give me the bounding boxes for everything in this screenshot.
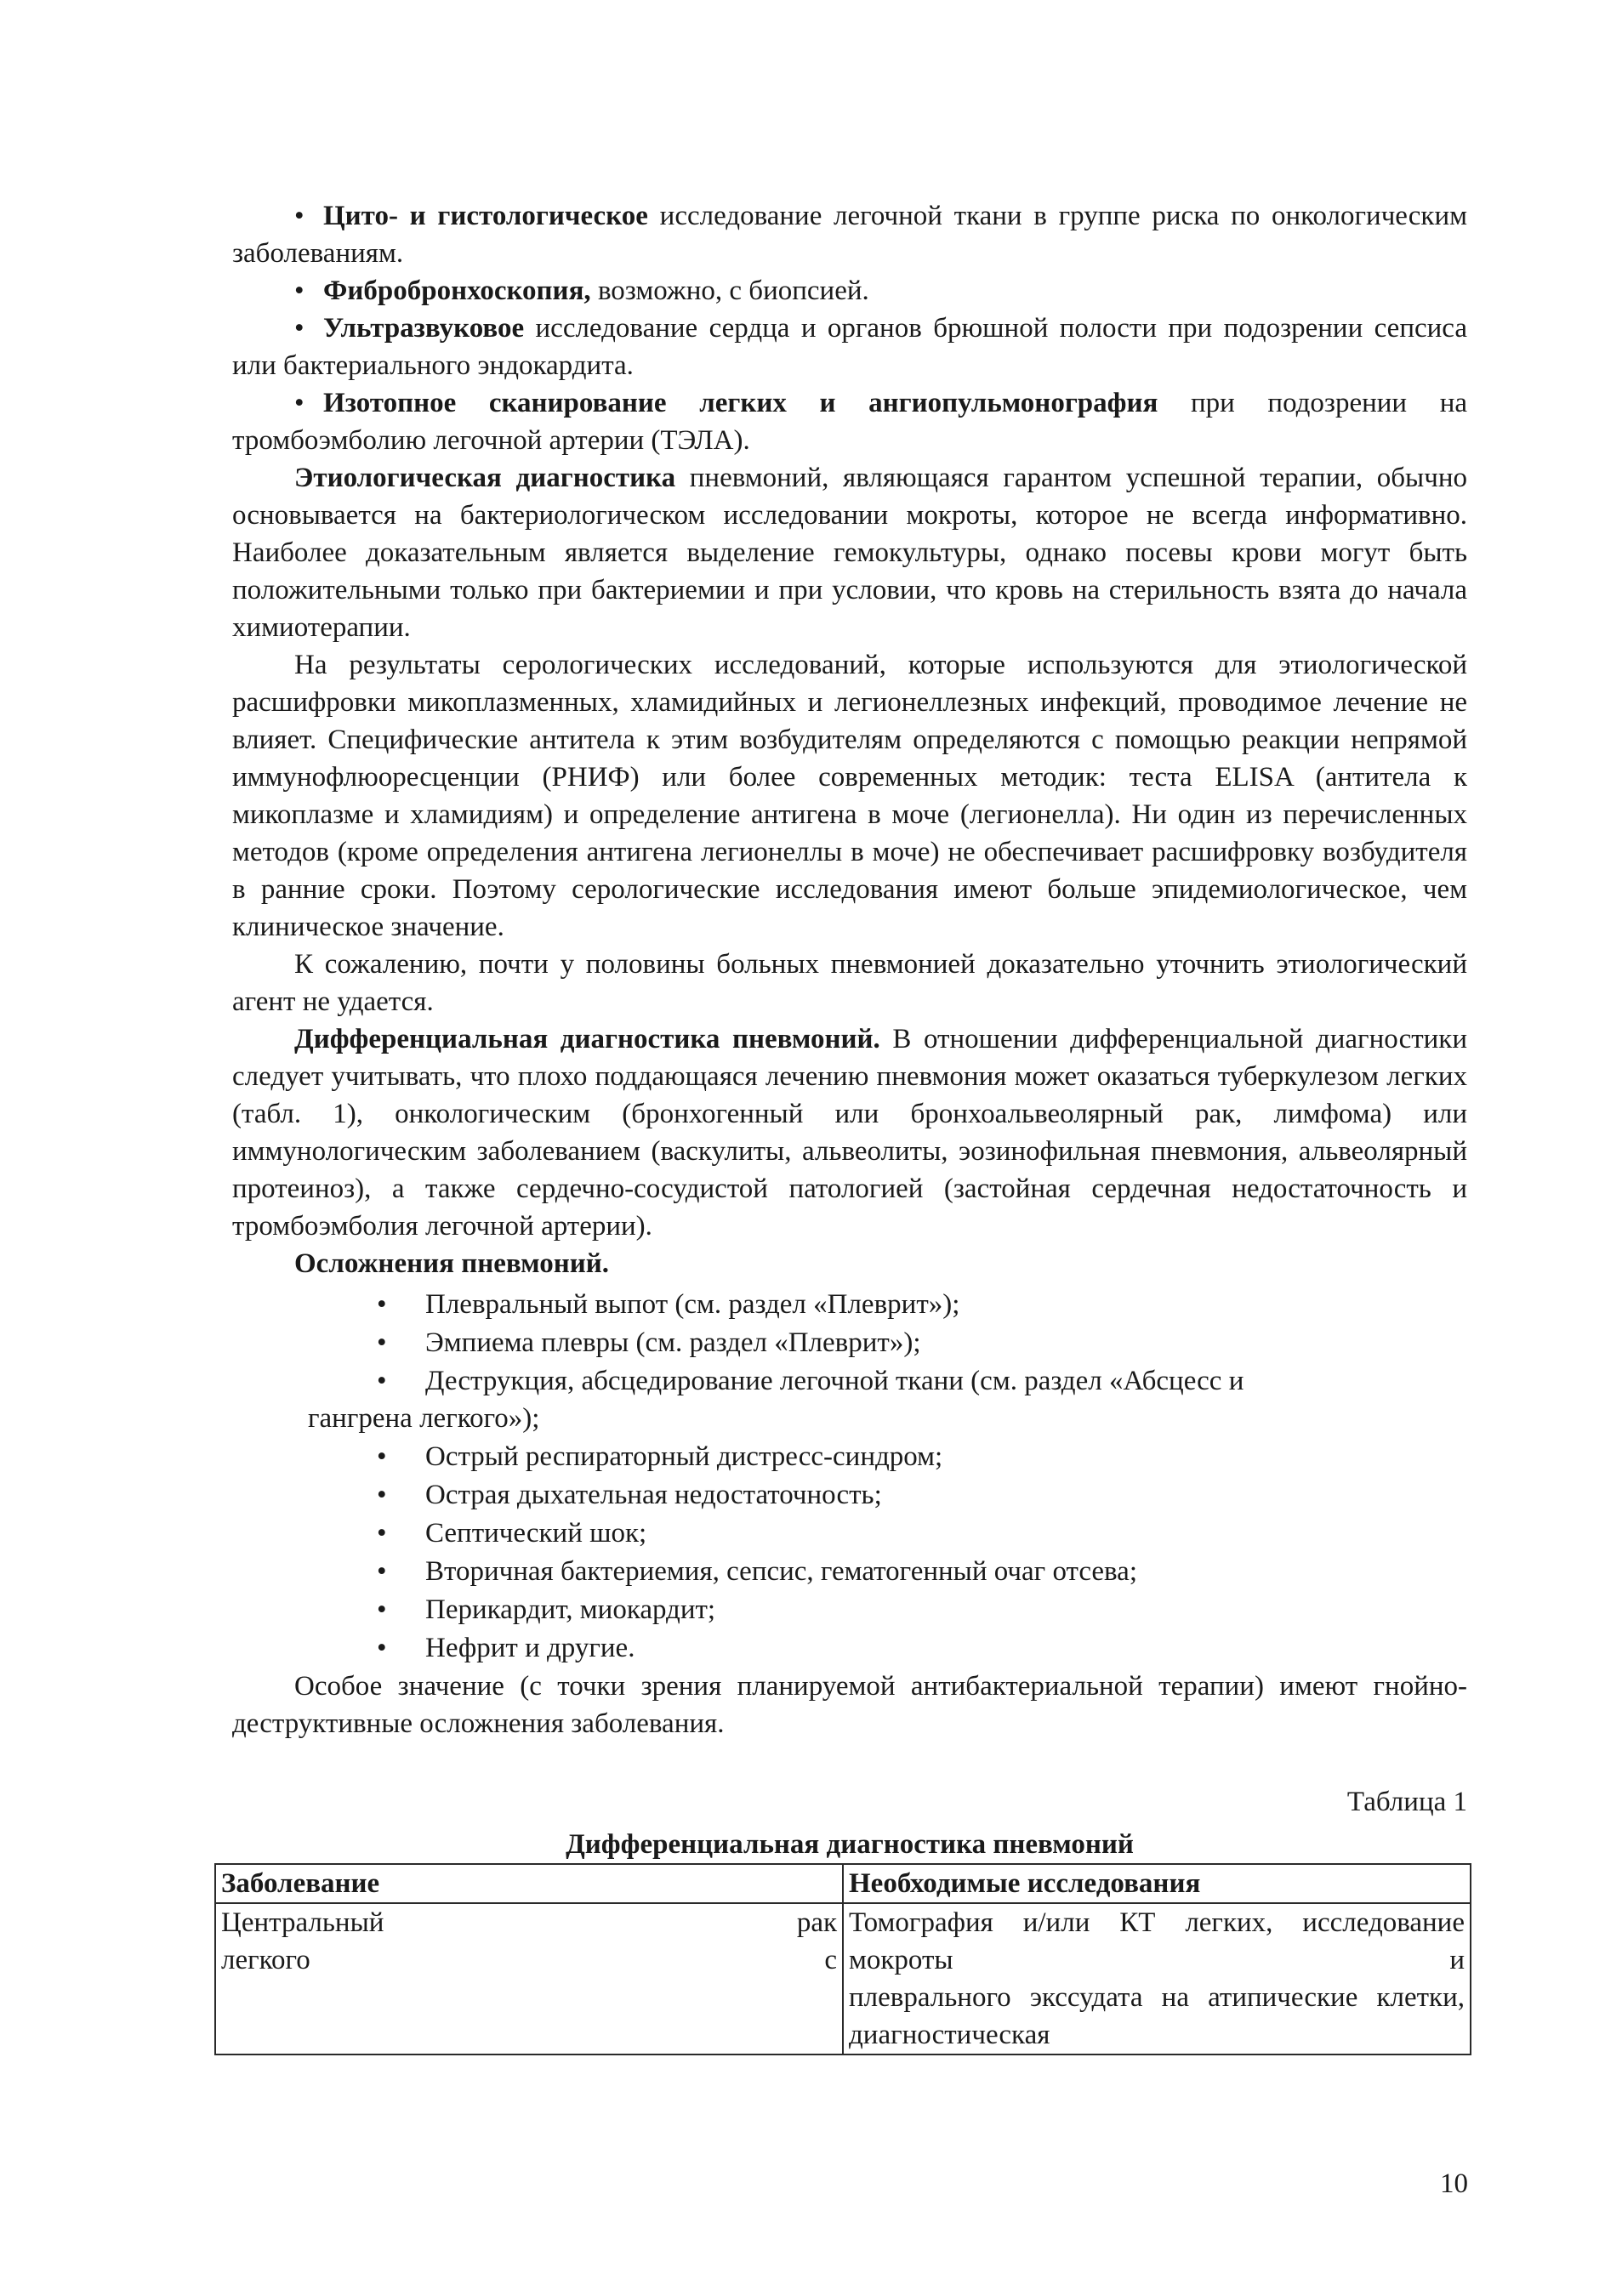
table-header-cell: Необходимые исследования	[843, 1864, 1471, 1903]
bullet-icon: •	[377, 1327, 387, 1358]
bullet-text: исследование сердца и органов брюшной полости при подозрении сепсиса или бактериального эндокардита.	[232, 313, 1467, 381]
bullet-text: при подозрении на тромбоэмболию легочной артерии (ТЭЛА).	[232, 388, 1467, 456]
table-header-cell: Заболевание	[215, 1864, 843, 1903]
list-item: • Септический шок;	[232, 1515, 1467, 1552]
bullet-item	[232, 197, 1467, 272]
list-item: • Острый респираторный дистресс-синдром;	[232, 1438, 1467, 1475]
bullet-icon: •	[294, 388, 304, 418]
page-number: 10	[1440, 2168, 1468, 2199]
list-item: • Вторичная бактериемия, сепсис, гематогенный очаг отсева;	[232, 1553, 1467, 1590]
table-cell: Томография и/или КТ легких, исследование мокроты и плеврального экссудата на атипические клетки, диагностическая	[843, 1903, 1471, 2054]
bullet-icon: •	[377, 1289, 387, 1320]
table-cell: Центральный рак легкого с	[215, 1903, 843, 2054]
complications-heading: Осложнения пневмоний.	[294, 1248, 609, 1279]
bullet-icon: •	[377, 1366, 387, 1396]
list-item: • Острая дыхательная недостаточность;	[232, 1476, 1467, 1514]
list-item: • Эмпиема плевры (см. раздел «Плеврит»);	[232, 1324, 1467, 1361]
etiology-heading: Этиологическая диагностика	[294, 463, 676, 493]
bullet-text: исследование легочной ткани в группе риска по онкологическим заболеваниям.	[232, 201, 1468, 269]
bullet-item	[232, 272, 1467, 310]
bullet-icon: •	[377, 1633, 387, 1663]
bullet-icon: •	[377, 1594, 387, 1625]
table-title: Дифференциальная диагностика пневмоний	[566, 1829, 1134, 1860]
bullet-text: возможно, с биопсией.	[590, 276, 869, 306]
page-content	[221, 197, 1468, 2055]
bullet-icon: •	[294, 313, 304, 344]
complications-list	[232, 1286, 1467, 1667]
table-row	[215, 1903, 1471, 2054]
bullet-icon: •	[377, 1518, 387, 1549]
list-item: • Деструкция, абсцедирование легочной ткани (см. раздел «Абсцесс и гангрена легкого»);	[232, 1362, 1467, 1437]
bullet-icon: •	[377, 1441, 387, 1472]
special-paragraph: Особое значение (с точки зрения планируемой антибактериальной терапии) имеют гнойно-деструктивные осложнения заболевания.	[232, 1671, 1467, 1739]
bullet-bold: Цито- и гистологическое	[323, 201, 648, 231]
bullet-item	[232, 310, 1467, 384]
list-item: • Нефрит и другие.	[232, 1629, 1467, 1667]
bullet-bold: Фибробронхоскопия,	[323, 276, 591, 306]
etiology-paragraph	[232, 459, 1467, 646]
diagnosis-table	[214, 1863, 1471, 2055]
differential-text: В отношении дифференциальной диагностики следует учитывать, что плохо поддающаяся лечению пневмония может оказаться туберкулезом легких (табл. 1), онкологическим (бронхогенный или бронхоальвеолярный рак, лимфома) или иммунологическим заболеванием (васкулиты, альвеолиты, эозинофильная пневмония, альвеолярный протеиноз), а также сердечно-сосудистой патологией (застойная сердечная недостаточность и тромбоэмболия легочной артерии).	[232, 1024, 1467, 1242]
bullet-bold: Ультразвуковое	[323, 313, 525, 344]
table-header-row	[215, 1864, 1471, 1903]
table-number: Таблица 1	[1346, 1787, 1467, 1817]
serology-paragraph: На результаты серологических исследований, которые используются для этиологической расшифровки микоплазменных, хламидийных и легионеллезных инфекций, проводимое лечение не влияет. Специфические антитела к этим возбудителям определяются с помощью реакции непрямой иммунофлюоресценции (РНИФ) или более современных методик: теста ELISA (антитела к микоплазме и хламидиям) и определение антигена в моче (легионелла). Ни один из перечисленных методов (кроме определения антигена легионеллы в моче) не обеспечивает расшифровку возбудителя в ранние сроки. Поэтому серологические исследования имеют больше эпидемиологическое, чем клиническое значение.	[232, 650, 1467, 942]
list-item: • Плевральный выпот (см. раздел «Плеврит»);	[232, 1286, 1467, 1323]
differential-heading: Дифференциальная диагностика пневмоний.	[294, 1024, 880, 1054]
bullet-icon: •	[377, 1556, 387, 1587]
unfortunately-paragraph: К сожалению, почти у половины больных пневмонией доказательно уточнить этиологический агент не удается.	[232, 949, 1467, 1017]
bullet-bold: Изотопное сканирование легких и ангиопульмонография	[323, 388, 1158, 418]
list-item: • Перикардит, миокардит;	[232, 1591, 1467, 1628]
bullet-icon: •	[294, 276, 304, 306]
etiology-text: пневмоний, являющаяся гарантом успешной терапии, обычно основывается на бактериологическом исследовании мокроты, которое не всегда информативно. Наиболее доказательным является выделение гемокультуры, однако посевы крови могут быть положительными только при бактериемии и при условии, что кровь на стерильность взята до начала химиотерапии.	[232, 463, 1467, 643]
differential-paragraph	[232, 1020, 1467, 1245]
bullet-item	[232, 384, 1467, 459]
bullet-icon: •	[294, 201, 304, 231]
bullet-icon: •	[377, 1480, 387, 1510]
